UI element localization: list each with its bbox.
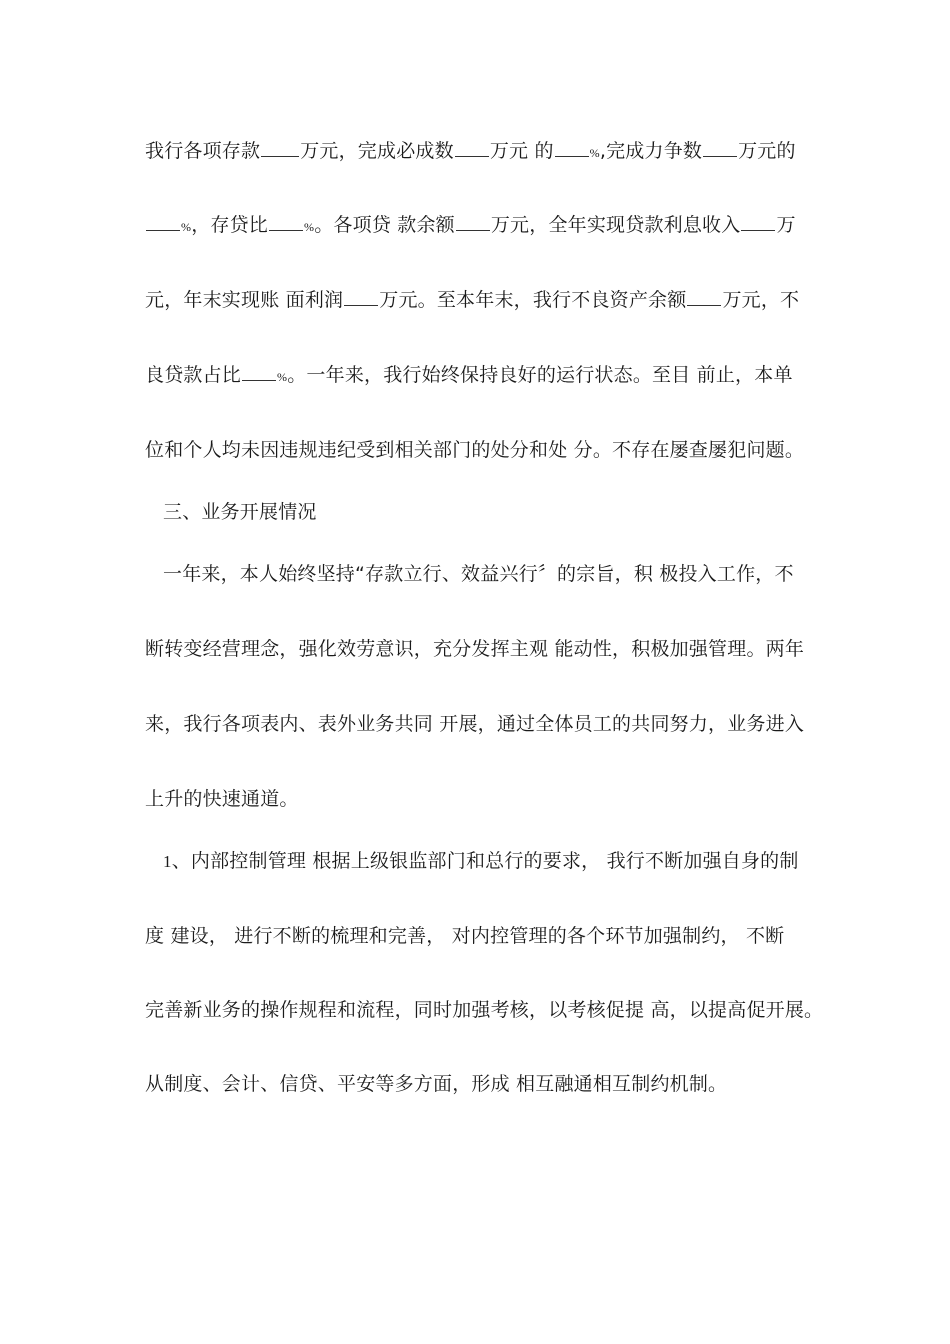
paragraph-2-line-4: 上升的快速通道。 bbox=[145, 788, 299, 810]
fill-blank bbox=[344, 289, 378, 306]
paragraph-2-line-2: 断转变经营理念，强化效劳意识，充分发挥主观 能动性，积极加强管理。两年 bbox=[145, 638, 805, 660]
paragraph-1-line-1 bbox=[145, 139, 796, 165]
text: ,完成力争数 bbox=[599, 140, 703, 162]
paragraph-1-line-4 bbox=[145, 363, 793, 389]
paragraph-1-line-5: 位和个人均未因违规违纪受到相关部门的处分和处 分。不存在屡查屡犯问题。 bbox=[145, 439, 805, 461]
paragraph-2-line-3: 来，我行各项表内、表外业务共同 开展，通过全体员工的共同努力，业务进入 bbox=[145, 713, 805, 735]
text: ，存贷比 bbox=[191, 214, 269, 236]
text: 万元，全年实现贷款利息收入 bbox=[490, 214, 741, 236]
paragraph-3-line-4: 从制度、会计、信贷、平安等多方面，形成 相互融通相互制约机制。 bbox=[145, 1073, 728, 1095]
fill-blank bbox=[455, 140, 489, 157]
fill-blank bbox=[269, 214, 303, 231]
text: 元，年末实现账 面利润 bbox=[145, 289, 344, 311]
percent-sign: % bbox=[181, 220, 192, 234]
text: 我行各项存款 bbox=[145, 140, 261, 162]
text: 万元，完成必成数 bbox=[300, 140, 454, 162]
text: 万元 的 bbox=[489, 140, 554, 162]
fill-blank bbox=[555, 140, 589, 157]
paragraph-3-line-2: 度 建设， 进行不断的梳理和完善， 对内控管理的各个环节加强制约， 不断 bbox=[145, 925, 785, 947]
percent-sign: % bbox=[589, 146, 600, 160]
fill-blank bbox=[687, 289, 721, 306]
percent-sign: % bbox=[277, 370, 288, 384]
paragraph-1-line-2 bbox=[145, 213, 796, 239]
paragraph-3-line-3: 完善新业务的操作规程和流程，同时加强考核，以考核促提 高，以提高促开展。 bbox=[145, 999, 824, 1021]
text: 。一年来，我行始终保持良好的运行状态。至目 前止，本单 bbox=[287, 364, 793, 386]
fill-blank bbox=[242, 364, 276, 381]
list-number: 1 bbox=[163, 852, 172, 871]
text: 万元的 bbox=[738, 140, 796, 162]
text: 万元，不 bbox=[722, 289, 800, 311]
fill-blank bbox=[456, 214, 490, 231]
percent-sign: % bbox=[304, 220, 315, 234]
text: 、内部控制管理 根据上级银监部门和总行的要求， 我行不断加强自身的制 bbox=[171, 850, 799, 872]
paragraph-2-line-1: 一年来，本人始终坚持“存款立行、效益兴行〞的宗旨，积 极投入工作，不 bbox=[163, 563, 794, 585]
text: 良贷款占比 bbox=[145, 364, 242, 386]
paragraph-1-line-3 bbox=[145, 288, 799, 312]
fill-blank bbox=[146, 214, 180, 231]
fill-blank bbox=[703, 140, 737, 157]
text: 万 bbox=[776, 214, 796, 236]
text: 。各项贷 款余额 bbox=[314, 214, 455, 236]
text: 万元。至本年末，我行不良资产余额 bbox=[379, 289, 687, 311]
section-heading: 三、业务开展情况 bbox=[163, 501, 317, 523]
fill-blank bbox=[741, 214, 775, 231]
fill-blank bbox=[261, 140, 299, 157]
paragraph-3-line-1 bbox=[163, 849, 799, 874]
